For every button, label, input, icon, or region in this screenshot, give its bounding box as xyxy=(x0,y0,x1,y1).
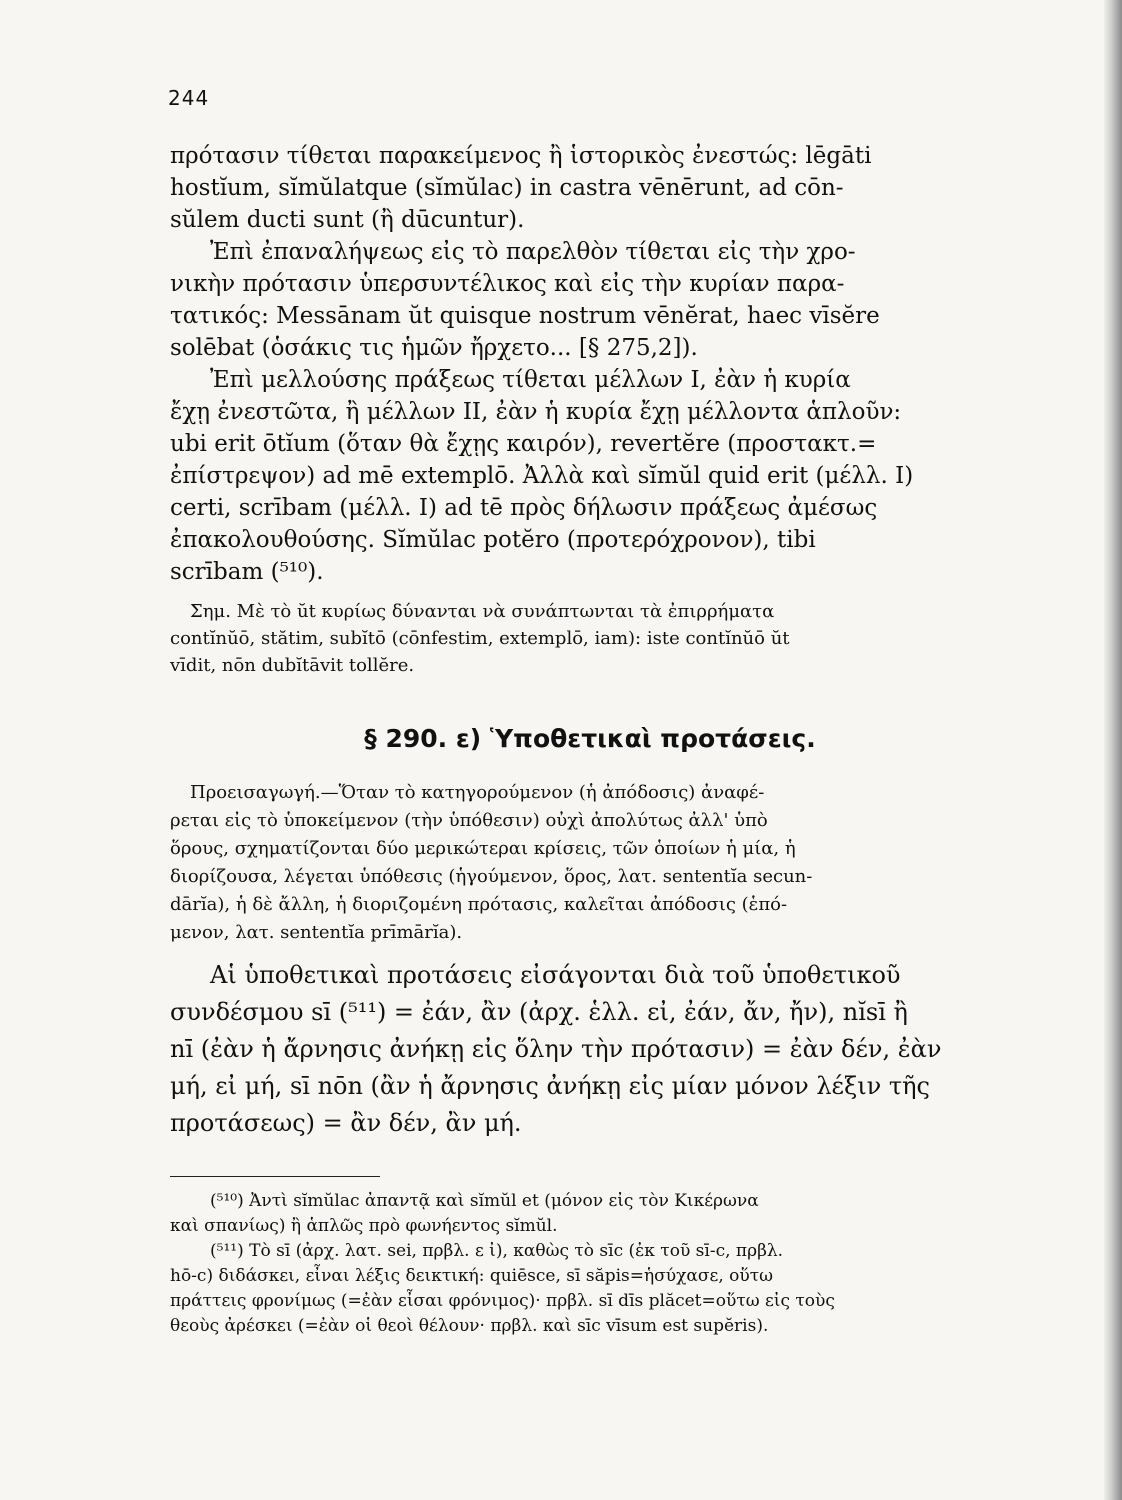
text-line: ἐπακολουθούσης. Sĭmŭlac potĕro (προτερόχρονον), tibi xyxy=(170,527,816,553)
text-line: Προεισαγωγή.—Ὅταν τὸ κατηγορούμενον (ἡ ἀπόδοσις) ἀναφέ- xyxy=(190,782,765,803)
text-line: νικὴν πρότασιν ὑπερσυντέλικος καὶ εἰς τὴν κυρίαν παρα- xyxy=(170,271,845,297)
text-line: προτάσεως) = ἂν δέν, ἂν μή. xyxy=(170,1109,522,1137)
footnote-line: hō-c) διδάσκει, εἶναι λέξις δεικτική: quiēsce, sī săpis=ἡσύχασε, οὕτω xyxy=(170,1266,773,1286)
paragraph-3 xyxy=(170,364,1050,588)
footnotes-block xyxy=(170,1189,1050,1339)
section-heading: § 290. ε) Ὑποθετικαὶ προτάσεις. xyxy=(364,724,816,753)
footnote-line: (⁵¹⁰) Ἀντὶ sĭmŭlac ἀπαντᾷ καὶ sĭmŭl et (μόνον εἰς τὸν Κικέρωνα xyxy=(210,1191,759,1211)
text-line: ὅρους, σχηματίζονται δύο μερικώτεραι κρίσεις, τῶν ὁποίων ἡ μία, ἡ xyxy=(170,838,796,859)
text-line: Αἱ ὑποθετικαὶ προτάσεις εἰσάγονται διὰ τοῦ ὑποθετικοῦ xyxy=(210,961,901,989)
text-line: ἔχῃ ἐνεστῶτα, ἢ μέλλων II, ἐὰν ἡ κυρία ἔχῃ μέλλοντα ἁπλοῦν: xyxy=(170,399,902,425)
text-line: διορίζουσα, λέγεται ὑπόθεσις (ἡγούμενον, ὅρος, λατ. sententĭa secun- xyxy=(170,866,813,887)
page-number: 244 xyxy=(168,86,210,110)
text-line: nī (ἐὰν ἡ ἄρνησις ἀνήκῃ εἰς ὅλην τὴν πρότασιν) = ἐὰν δέν, ἐὰν xyxy=(170,1035,942,1063)
page-edge-shadow xyxy=(1104,0,1122,1500)
text-line: hostĭum, sĭmŭlatque (sĭmŭlac) in castra vēnērunt, ad cōn- xyxy=(170,175,844,201)
text-line: vīdit, nōn dubĭtāvit tollĕre. xyxy=(170,655,415,676)
text-line: certi, scrībam (μέλλ. I) ad tē πρὸς δήλωσιν πράξεως ἀμέσως xyxy=(170,495,878,521)
text-line: ρεται εἰς τὸ ὑποκείμενον (τὴν ὑπόθεσιν) οὐχὶ ἀπολύτως ἀλλ' ὑπὸ xyxy=(170,810,768,831)
text-line: συνδέσμου sī (⁵¹¹) = ἐάν, ἂν (ἀρχ. ἑλλ. εἰ, ἐάν, ἄν, ἤν), nĭsī ἢ xyxy=(170,998,908,1026)
text-line: μενον, λατ. sententĭa prīmārĭa). xyxy=(170,922,463,943)
text-line: sŭlem ducti sunt (ἢ dūcuntur). xyxy=(170,207,525,233)
note-block xyxy=(170,598,1050,679)
text-line: dārĭa), ἡ δὲ ἄλλη, ἡ διοριζομένη πρότασις, καλεῖται ἀπόδοσις (ἑπό- xyxy=(170,894,788,915)
footnote-divider xyxy=(170,1176,380,1177)
text-line: Σημ. Μὲ τὸ ŭt κυρίως δύνανται νὰ συνάπτωνται τὰ ἐπιρρήματα xyxy=(190,601,775,622)
paragraph-2 xyxy=(170,236,1050,364)
footnote-line: (⁵¹¹) Τὸ sī (ἀρχ. λατ. sei, πρβλ. ε ἰ), καθὼς τὸ sīc (ἐκ τοῦ sī-c, πρβλ. xyxy=(210,1241,784,1261)
text-line: πρότασιν τίθεται παρακείμενος ἢ ἱστορικὸς ἐνεστώς: lēgāti xyxy=(170,143,872,169)
paragraph-1 xyxy=(170,140,1050,236)
text-line: ἐπίστρεψον) ad mē extemplō. Ἀλλὰ καὶ sĭmŭl quid erit (μέλλ. I) xyxy=(170,463,914,489)
footnote-line: θεοὺς ἀρέσκει (=ἐὰν οἱ θεοὶ θέλουν· πρβλ. καὶ sīc vīsum est supĕris). xyxy=(170,1316,769,1336)
main-paragraph xyxy=(170,957,1050,1142)
text-line: Ἐπὶ ἐπαναλήψεως εἰς τὸ παρελθὸν τίθεται εἰς τὴν χρο- xyxy=(210,239,856,265)
text-line: contĭnŭō, stătim, subĭtō (cōnfestim, extemplō, iam): iste contĭnŭō ŭt xyxy=(170,628,790,649)
text-line: ubi erit ōtĭum (ὅταν θὰ ἔχῃς καιρόν), revertĕre (προστακτ.= xyxy=(170,431,877,457)
text-line: solēbat (ὁσάκις τις ἡμῶν ἤρχετο... [§ 275,2]). xyxy=(170,335,698,361)
text-line: τατικός: Messānam ŭt quisque nostrum vēnĕrat, haec vīsĕre xyxy=(170,303,880,329)
text-line: μή, εἰ μή, sī nōn (ἂν ἡ ἄρνησις ἀνήκῃ εἰς μίαν μόνον λέξιν τῆς xyxy=(170,1072,930,1100)
page-body xyxy=(170,140,1050,1339)
footnote-line: καὶ σπανίως) ἢ ἁπλῶς πρὸ φωνήεντος sĭmŭl. xyxy=(170,1216,558,1236)
footnote-line: πράττεις φρονίμως (=ἐὰν εἶσαι φρόνιμος)· πρβλ. sī dīs plăcet=οὕτω εἰς τοὺς xyxy=(170,1291,835,1311)
text-line: scrībam (⁵¹⁰). xyxy=(170,559,324,585)
text-line: Ἐπὶ μελλούσης πράξεως τίθεται μέλλων I, ἐὰν ἡ κυρία xyxy=(210,367,851,393)
intro-block xyxy=(170,779,1050,947)
